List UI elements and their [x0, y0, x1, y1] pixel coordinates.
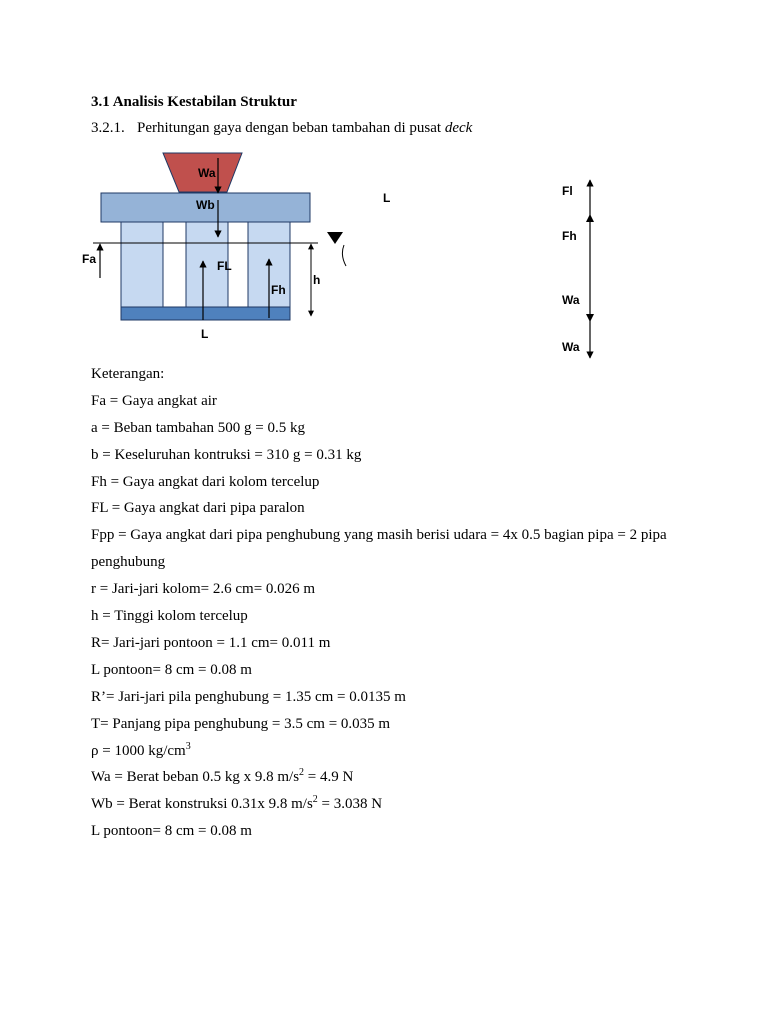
label-wb: Wb [196, 198, 215, 212]
note-item: T= Panjang pipa penghubung = 3.5 cm = 0.035 m [91, 715, 391, 732]
column-left [121, 221, 163, 309]
label-fl: FL [217, 259, 232, 273]
note-item: a = Beban tambahan 500 g = 0.5 kg [91, 419, 305, 436]
note-item-last: L pontoon= 8 cm = 0.08 m [91, 823, 252, 840]
wa-result: = 4.9 N [304, 769, 354, 786]
note-item: Fa = Gaya angkat air [91, 392, 217, 409]
wa-exponent: 2 [299, 767, 305, 779]
note-item: r = Jari-jari kolom= 2.6 cm= 0.026 m [91, 581, 316, 598]
subsection-number: 3.2.1. [91, 120, 125, 136]
subsection-title: Perhitungan gaya dengan beban tambahan di pusat [137, 120, 442, 136]
notes-block [91, 361, 691, 845]
label-l-bottom: L [201, 327, 209, 341]
force-axis-arrow-mid-down [586, 314, 594, 322]
water-level-symbol [327, 232, 343, 244]
label-wa: Wa [198, 166, 216, 180]
heading-number: 3.1 [91, 94, 110, 110]
water-level-tail [342, 245, 346, 266]
wa-text: Wa = Berat beban 0.5 kg x 9.8 m/s [91, 769, 300, 786]
label-fa: Fa [82, 252, 97, 266]
force-label-wa-2: Wa [562, 340, 580, 354]
note-item: L pontoon= 8 cm = 0.08 m [91, 661, 252, 678]
note-wb [91, 791, 691, 818]
label-fh: Fh [271, 283, 286, 297]
note-item: FL = Gaya angkat dari pipa paralon [91, 500, 305, 517]
wb-exponent: 2 [312, 794, 318, 806]
note-wa [91, 764, 691, 791]
rho-exponent: 3 [185, 740, 191, 752]
wb-result: = 3.038 N [317, 796, 383, 813]
force-label-wa-1: Wa [562, 293, 580, 307]
note-item: Fh = Gaya angkat dari kolom tercelup [91, 473, 320, 490]
pontoon-base [121, 307, 290, 320]
force-label-fh: Fh [562, 229, 577, 243]
note-item: b = Keseluruhan kontruksi = 310 g = 0.31 kg [91, 446, 362, 463]
note-item: R= Jari-jari pontoon = 1.1 cm= 0.011 m [91, 634, 331, 651]
note-item: h = Tinggi kolom tercelup [91, 608, 248, 625]
force-label-fl: Fl [562, 184, 573, 198]
label-h: h [313, 273, 321, 287]
wb-text: Wb = Berat konstruksi 0.31x 9.8 m/s [91, 796, 313, 813]
note-item: Fpp = Gaya angkat dari pipa penghubung yang masih berisi udara = 4x 0.5 bagian pipa = 2 pipa penghubung [91, 527, 667, 571]
rho-text: ρ = 1000 kg/cm [91, 742, 186, 759]
note-item: R’= Jari-jari pila penghubung = 1.35 cm = 0.0135 m [91, 688, 406, 705]
force-axis-arrow-mid-up [586, 214, 594, 222]
subsection-title-italic: deck [444, 120, 473, 136]
label-l-right: L [383, 191, 391, 205]
note-rho [91, 738, 691, 765]
heading-title: Analisis Kestabilan Struktur [112, 94, 297, 110]
notes-title: Keterangan: [91, 366, 165, 382]
